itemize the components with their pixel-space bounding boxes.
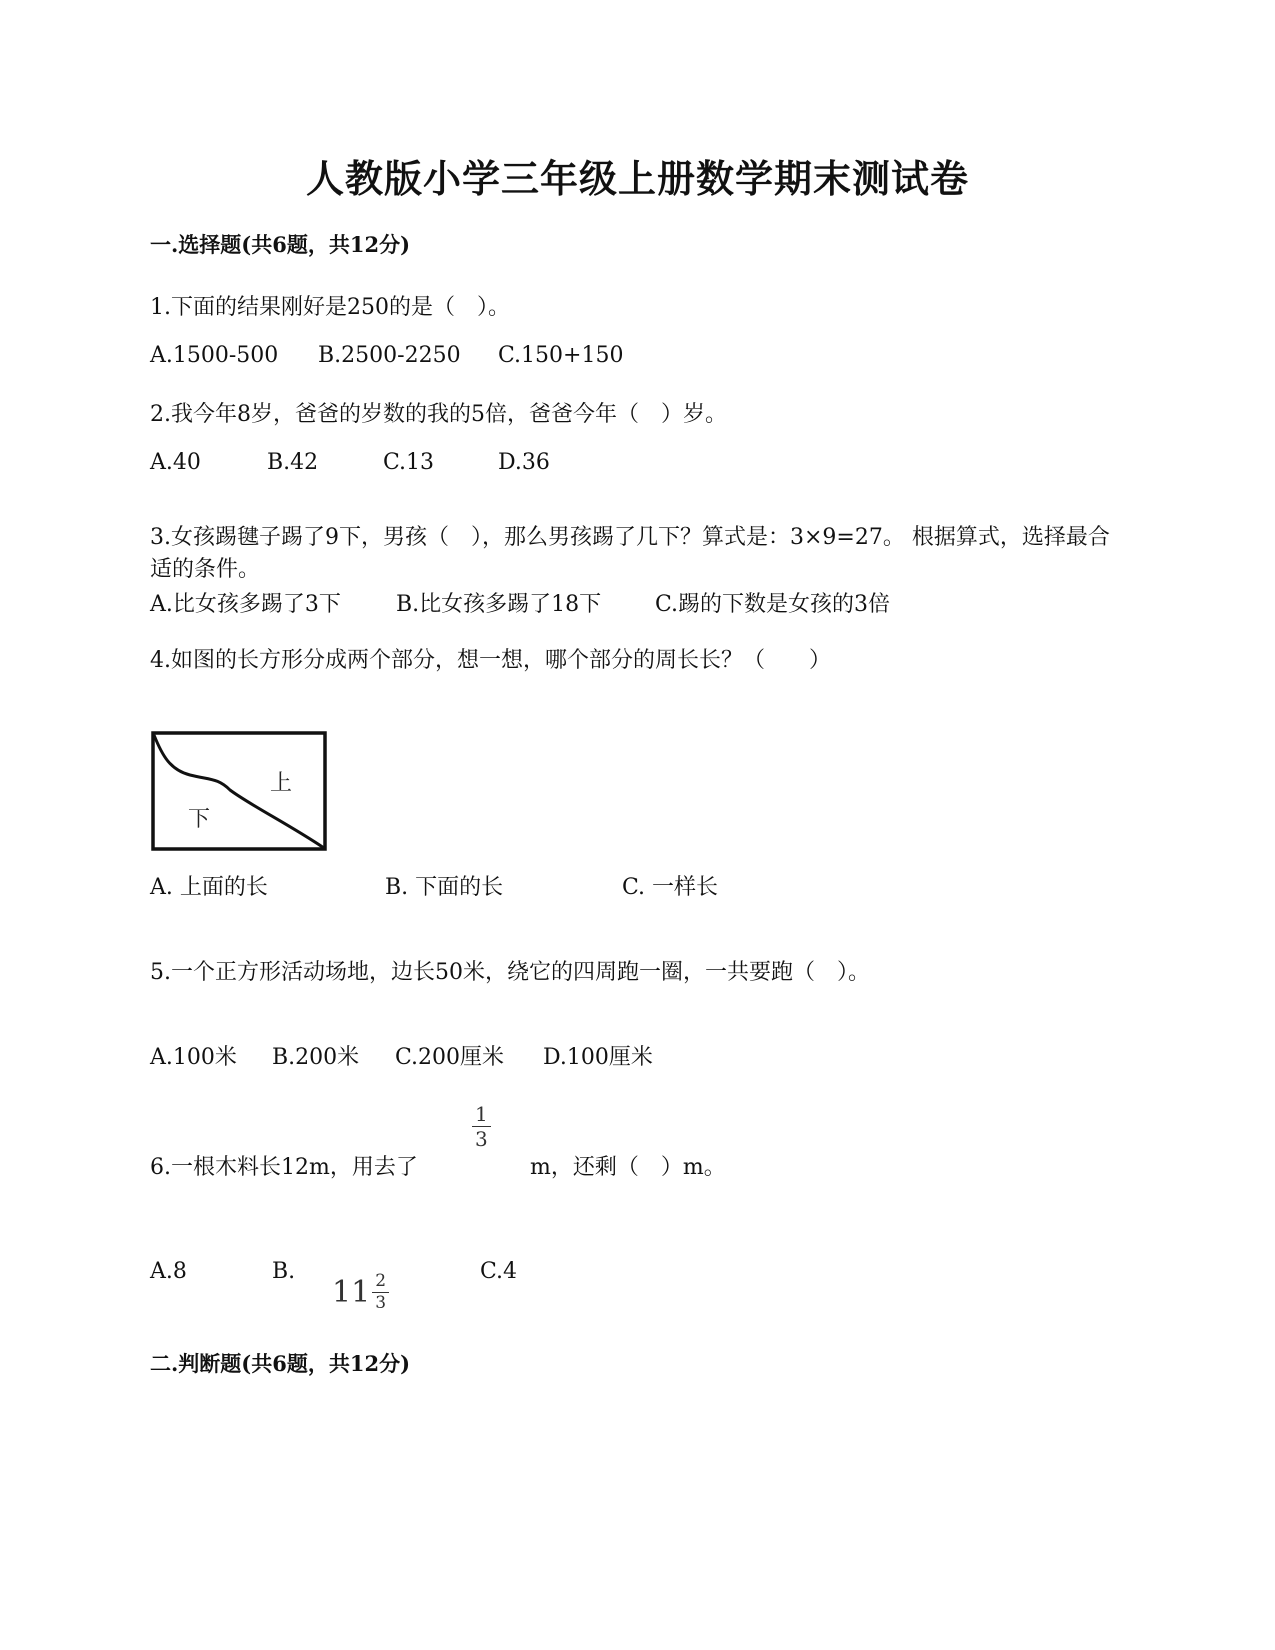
question-6-text-before: 6.一根木料长12m，用去了 [150, 1155, 418, 1180]
question-4-option-b: B. 下面的长 [385, 875, 504, 900]
question-4-option-a: A. 上面的长 [150, 875, 268, 900]
mixed-whole: 11 [332, 1275, 371, 1310]
question-5: 5.一个正方形活动场地，边长50米，绕它的四周跑一圈，一共要跑（ ）。 [150, 960, 870, 985]
question-6-text-after: m，还剩（ ）m。 [530, 1155, 726, 1180]
question-2: 2.我今年8岁，爸爸的岁数的我的5倍，爸爸今年（ ）岁。 [150, 402, 727, 427]
question-2-option-a: A.40 [150, 450, 201, 475]
question-6-option-a: A.8 [150, 1259, 187, 1284]
question-1-option-c: C.150+150 [498, 343, 624, 368]
page-title: 人教版小学三年级上册数学期末测试卷 [305, 156, 969, 201]
question-2-option-d: D.36 [498, 450, 550, 475]
question-6-option-c: C.4 [480, 1259, 518, 1284]
section-heading-judgment: 二.判断题(共6题，共12分) [150, 1351, 411, 1376]
question-1: 1.下面的结果刚好是250的是（ ）。 [150, 295, 510, 320]
question-3-option-a: A.比女孩多踢了3下 [150, 592, 341, 617]
question-3: 3.女孩踢毽子踢了9下，男孩（ ），那么男孩踢了几下？算式是：3×9=27。 根据算式，选择最合适的条件。 [150, 525, 1110, 582]
question-5-option-b: B.200米 [272, 1045, 360, 1070]
mixed-number-eleven-two-thirds [332, 1273, 389, 1312]
fraction-denominator: 3 [475, 1127, 488, 1151]
mixed-fraction [372, 1273, 389, 1312]
figure-label-upper: 上 [270, 771, 293, 796]
question-1-option-a: A.1500-500 [150, 343, 279, 368]
rectangle-figure [150, 730, 330, 859]
fraction-one-third [472, 1104, 491, 1149]
mixed-numerator: 2 [375, 1271, 387, 1291]
question-2-option-c: C.13 [383, 450, 435, 475]
mixed-denominator: 3 [375, 1293, 387, 1313]
question-5-option-d: D.100厘米 [543, 1045, 653, 1070]
section-heading-choice: 一.选择题(共6题，共12分) [150, 232, 411, 257]
question-3-option-b: B.比女孩多踢了18下 [396, 592, 602, 617]
question-1-option-b: B.2500-2250 [318, 343, 461, 368]
fraction-numerator: 1 [475, 1102, 488, 1126]
question-5-option-c: C.200厘米 [395, 1045, 505, 1070]
figure-label-lower: 下 [188, 807, 211, 832]
question-4-option-c: C. 一样长 [622, 875, 719, 900]
question-3-option-c: C.踢的下数是女孩的3倍 [655, 592, 891, 617]
question-6-option-b: B. [272, 1259, 296, 1284]
question-4: 4.如图的长方形分成两个部分，想一想，哪个部分的周长长？（ ） [150, 648, 831, 673]
question-2-option-b: B.42 [267, 450, 319, 475]
question-5-option-a: A.100米 [150, 1045, 237, 1070]
